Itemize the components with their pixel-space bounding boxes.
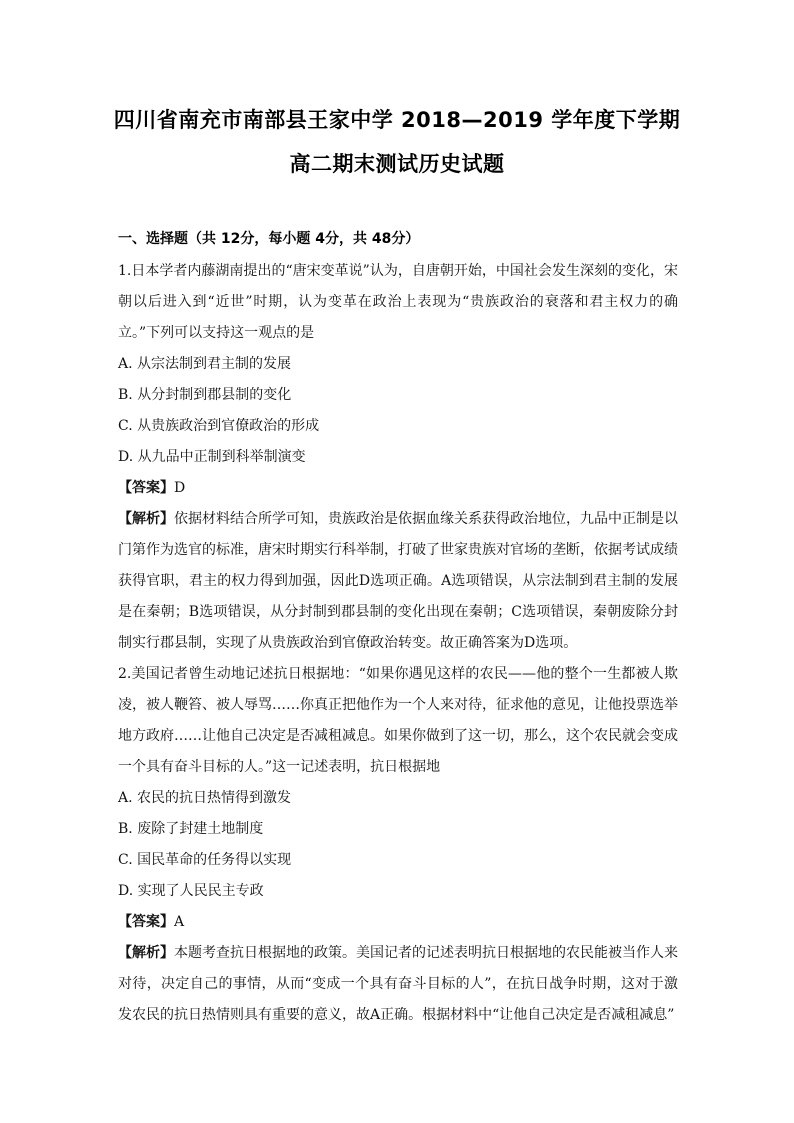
question-option: D. 实现了人民民主专政 [118, 883, 264, 899]
analysis-paragraph [118, 938, 678, 1031]
question-option: A. 从宗法制到君主制的发展 [118, 356, 292, 372]
section-header: 一、选择题（共 12分，每小题 4分，共 48分） [118, 231, 420, 247]
answer-label: 【答案】 [118, 914, 174, 930]
answer-value: A [174, 914, 185, 930]
question-option: B. 废除了封建土地制度 [118, 821, 264, 837]
question-stem: 1.日本学者内藤湖南提出的“唐宋变革说”认为，自唐朝开始，中国社会发生深刻的变化，宋朝以后进入到“近世”时期，认为变革在政治上表现为“贵族政治的衰落和君主权力的确立。”下列可以支持这一观点的是 [118, 263, 678, 341]
analysis-text: 依据材料结合所学可知，贵族政治是依据血缘关系获得政治地位，九品中正制是以门第作为选官的标准，唐宋时期实行科举制，打破了世家贵族对官场的垄断，依据考试成绩获得官职，君主的权力得到加强，因此D选项正确。A选项错误，从宗法制到君主制的发展是在秦朝；B选项错误，从分封制到郡县制的变化出现在秦朝；C选项错误，秦朝废除分封制实行郡县制，实现了从贵族政治到官僚政治转变。故正确答案为D选项。 [118, 511, 678, 651]
analysis-paragraph [118, 504, 678, 659]
question-option: A. 农民的抗日热情得到激发 [118, 790, 292, 806]
question-option: D. 从九品中正制到科举制演变 [118, 449, 306, 465]
question-option: C. 从贵族政治到官僚政治的形成 [118, 418, 320, 434]
document-title-line1: 四川省南充市南部县王家中学 2018—2019 学年度下学期 [113, 108, 681, 132]
analysis-label: 【解析】 [118, 511, 174, 527]
question-stem: 2.美国记者曾生动地记述抗日根据地：“如果你遇见这样的农民——他的整个一生都被人欺凌，被人鞭笞、被人辱骂……你真正把他作为一个人来对待，征求他的意见，让他投票选举地方政府……让他自己决定是否减租减息。如果你做到了这一切，那么，这个农民就会变成一个具有奋斗目标的人。”这一记述表明，抗日根据地 [118, 666, 678, 775]
analysis-text: 本题考查抗日根据地的政策。美国记者的记述表明抗日根据地的农民能被当作人来对待，决定自己的事情，从而“变成一个具有奋斗目标的人”，在抗日战争时期，这对于激发农民的抗日热情则具有重要的意义，故A正确。根据材料中“让他自己决定是否减租减息” [118, 945, 678, 1023]
answer-line [118, 907, 678, 938]
question-block [118, 256, 678, 659]
analysis-label: 【解析】 [118, 945, 174, 961]
document-title-line2: 高二期末测试历史试题 [289, 152, 505, 176]
answer-line [118, 473, 678, 504]
question-option: C. 国民革命的任务得以实现 [118, 852, 292, 868]
questions-content [118, 256, 678, 1031]
question-block [118, 659, 678, 1031]
answer-value: D [174, 480, 186, 496]
question-option: B. 从分封制到郡县制的变化 [118, 387, 292, 403]
answer-label: 【答案】 [118, 480, 174, 496]
